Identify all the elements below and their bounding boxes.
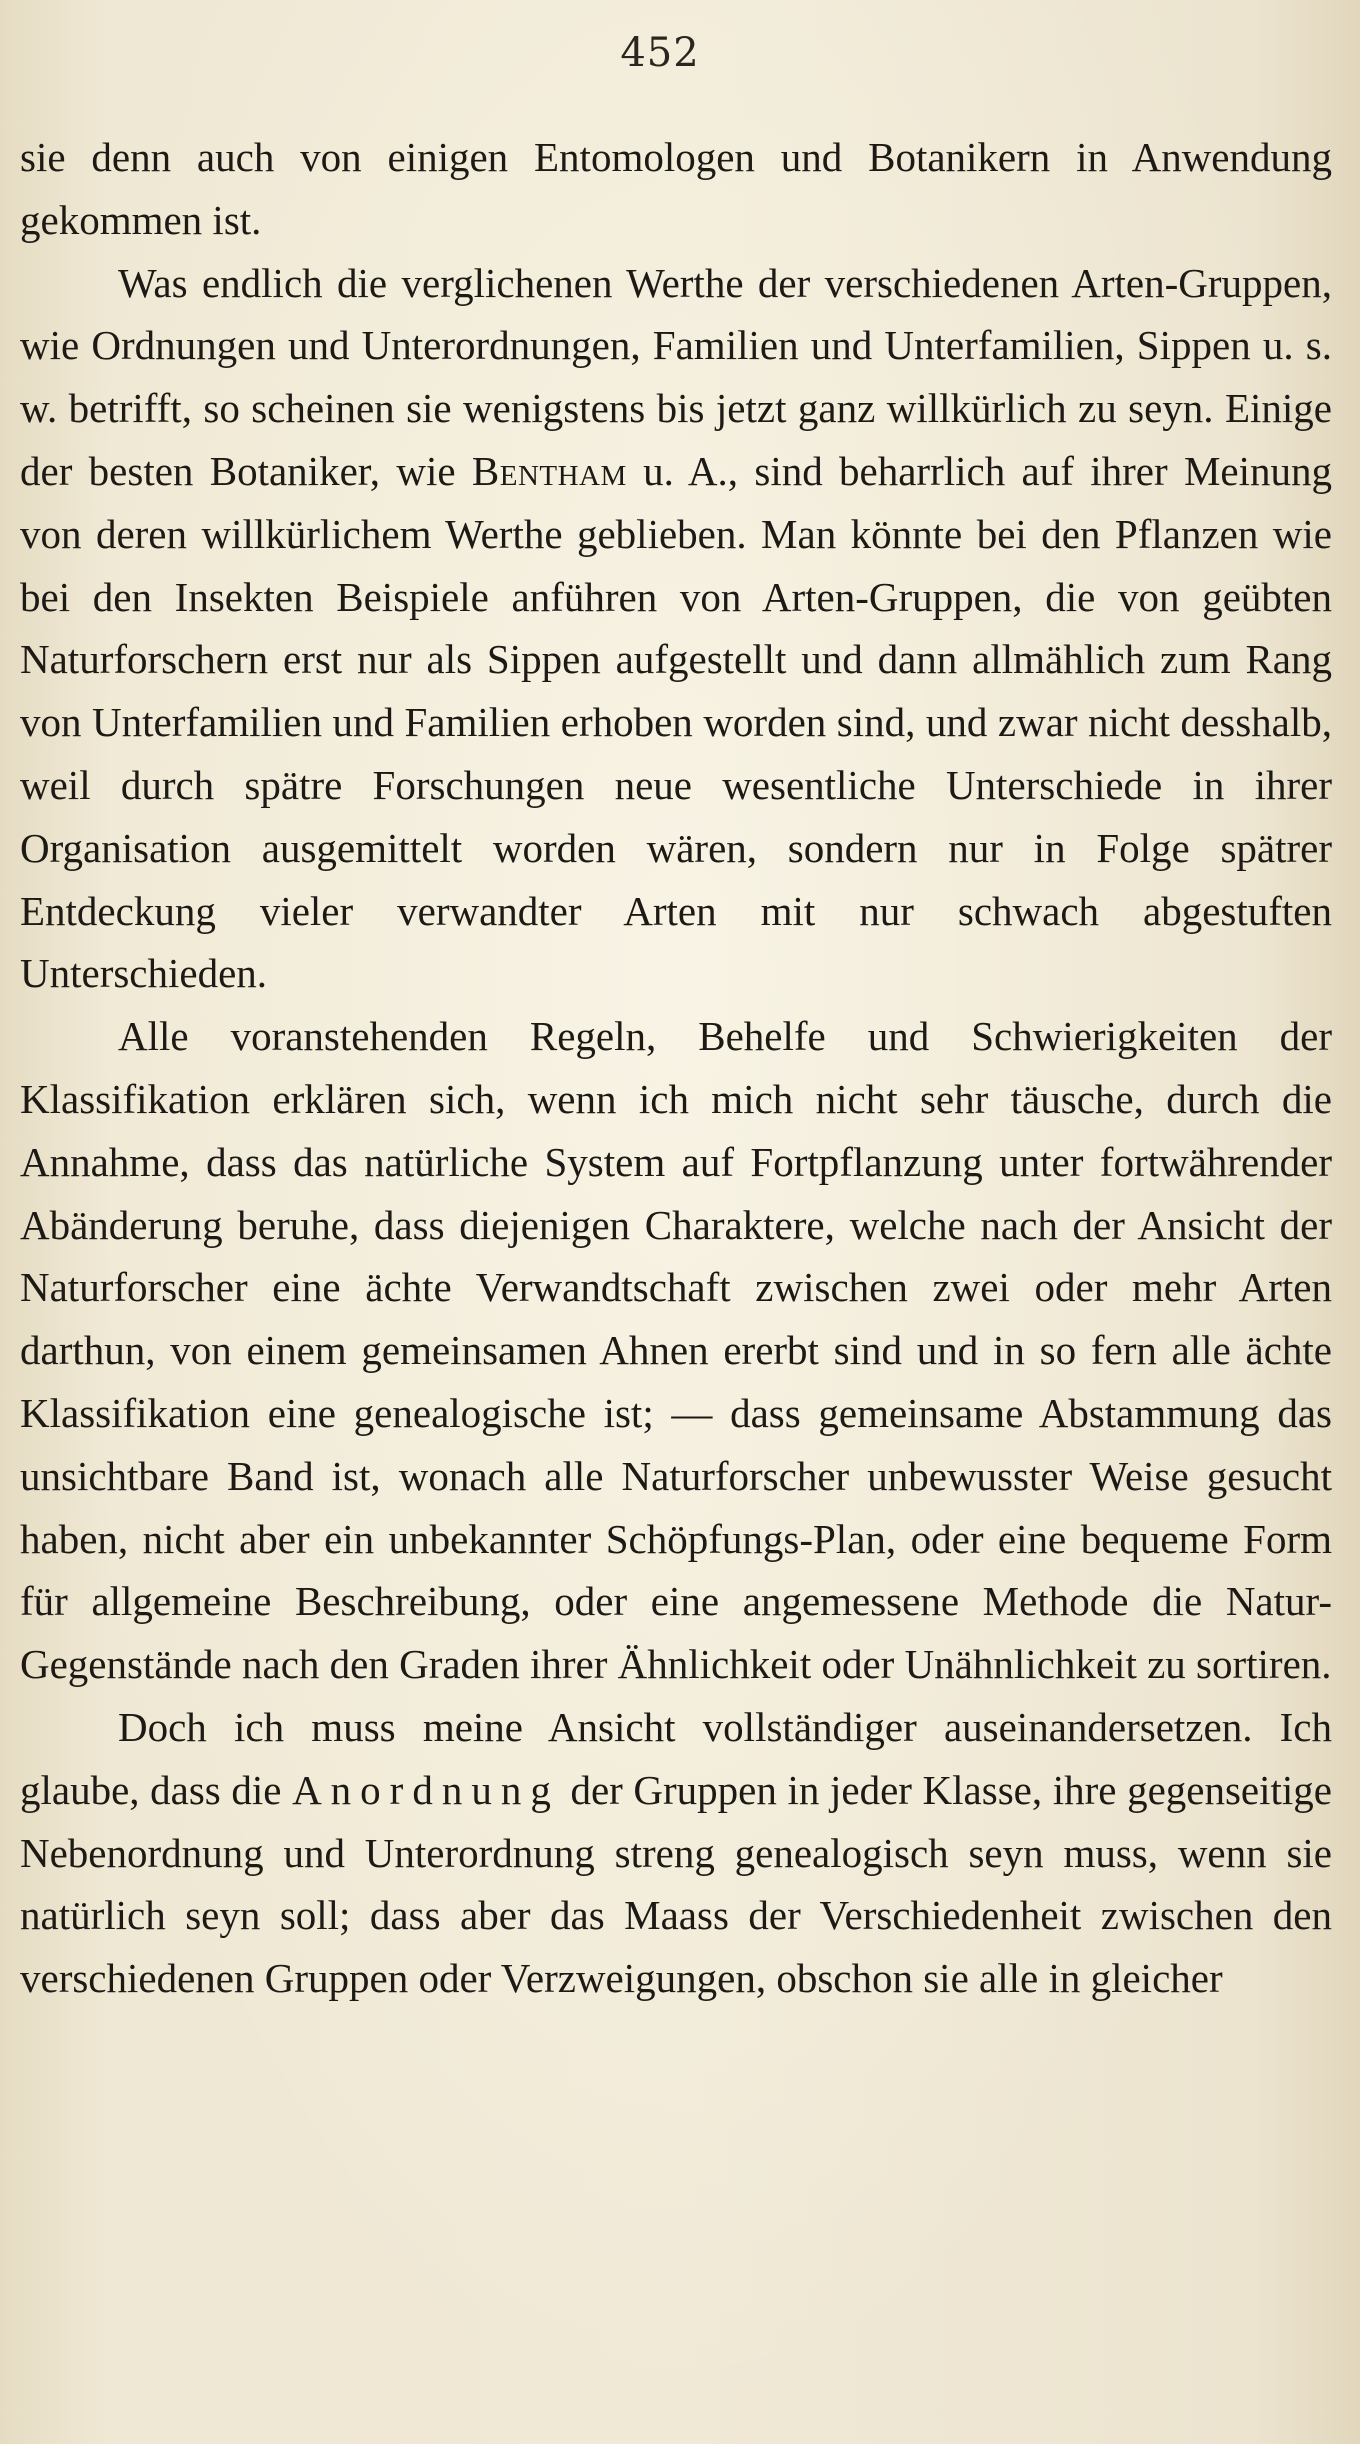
body-text	[20, 126, 1332, 2010]
emphasized-word-anordnung: Anordnung	[292, 1766, 560, 1813]
author-name-bentham: Bentham	[471, 447, 627, 494]
page-number: 452	[620, 30, 700, 76]
paragraph-2-text-a: Was endlich die verglichenen Werthe der verschiedenen Arten-Gruppen, wie Ordnungen und Unterordnungen, Familien und Unterfamilien, Sippen u. s. w. betrifft, so scheinen sie wenigstens bis jetzt ganz willkürlich zu seyn. Einige der besten Botaniker, wie	[20, 259, 1332, 494]
paragraph-2-text-b: u. A., sind beharrlich auf ihrer Meinung von deren willkürlichem Werthe geblieben. Man könnte bei den Pflanzen wie bei den Insekten Beispiele anführen von Arten-Gruppen, die von geübten Naturforschern erst nur als Sippen aufgestellt und dann allmählich zum Rang von Unterfamilien und Familien erhoben worden sind, und zwar nicht desshalb, weil durch spätre Forschungen neue wesentliche Unterschiede in ihrer Organisation ausgemittelt worden wären, sondern nur in Folge spätrer Entdeckung vieler verwandter Arten mit nur schwach abgestuften Unterschieden.	[20, 447, 1332, 997]
paragraph-3: Alle voranstehenden Regeln, Behelfe und Schwierigkeiten der Klassifikation erklären sich, wenn ich mich nicht sehr täusche, durch die Annahme, dass das natürliche System auf Fortpflanzung unter fortwährender Abänderung beruhe, dass diejenigen Charaktere, welche nach der Ansicht der Naturforscher eine ächte Verwandtschaft zwischen zwei oder mehr Arten darthun, von einem gemeinsamen Ahnen ererbt sind und in so fern alle ächte Klassifikation eine genealogische ist; — dass gemeinsame Abstammung das unsichtbare Band ist, wonach alle Naturforscher unbewusster Weise gesucht haben, nicht aber ein unbekannter Schöpfungs-Plan, oder eine bequeme Form für allgemeine Beschreibung, oder eine angemessene Methode die Natur-Gegenstände nach den Graden ihrer Ähnlichkeit oder Unähnlichkeit zu sortiren.	[20, 1013, 1332, 1688]
paragraph-4-text-b: der Gruppen in jeder Klasse, ihre gegenseitige Nebenordnung und Unterordnung streng genealogisch seyn muss, wenn sie natürlich seyn soll; dass aber das Maass der Verschiedenheit zwischen den verschiedenen Gruppen oder Verzweigungen, obschon sie alle in gleicher	[20, 1766, 1332, 2002]
paragraph-1: sie denn auch von einigen Entomologen und Botanikern in Anwendung gekommen ist.	[20, 134, 1332, 243]
paragraph-2	[20, 252, 1332, 1006]
paragraph-4	[20, 1696, 1332, 2010]
paragraph-4-text-a: Doch ich muss meine Ansicht vollständiger auseinandersetzen. Ich glaube, dass die	[20, 1703, 1332, 1813]
